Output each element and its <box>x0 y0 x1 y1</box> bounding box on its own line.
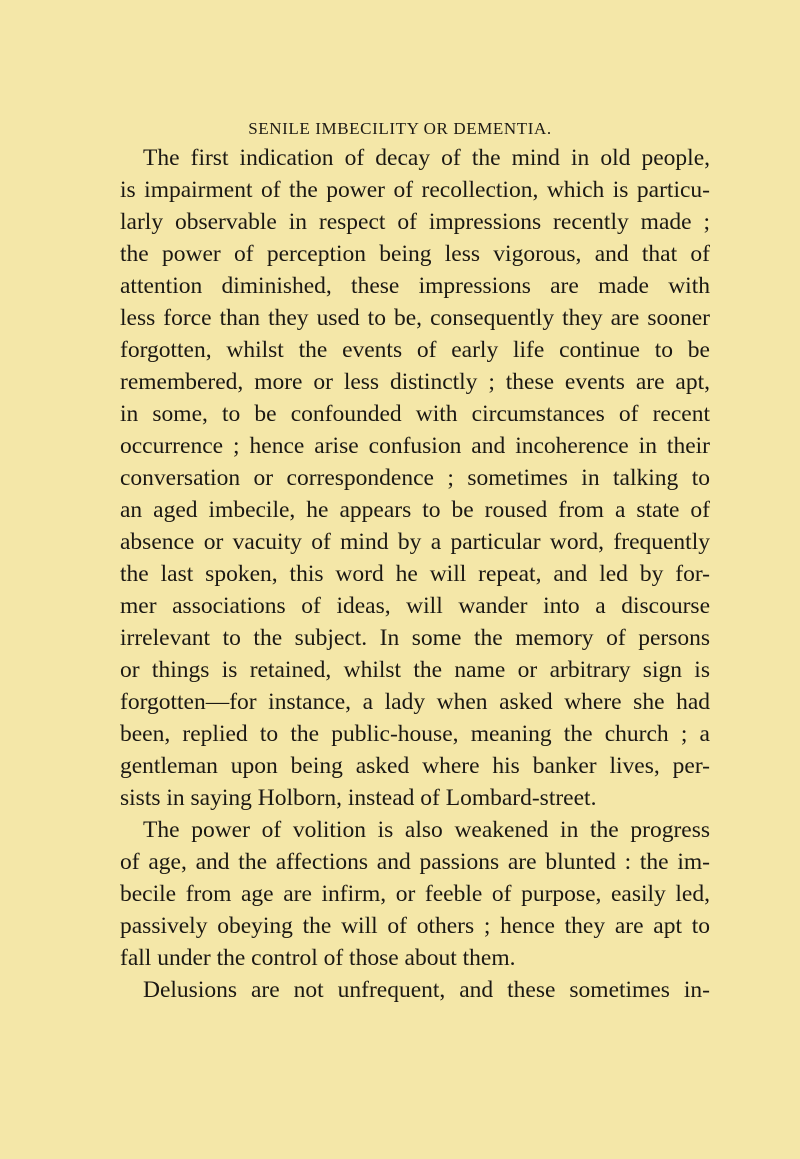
text-line: of age, and the affections and passions are blunted : the im- <box>120 849 710 875</box>
text-line: conversation or correspondence ; sometimes in talking to <box>120 465 710 491</box>
running-head: SENILE IMBECILITY OR DEMENTIA. <box>248 119 552 138</box>
text-line: Delusions are not unfrequent, and these sometimes in- <box>143 977 710 1003</box>
text-line: passively obeying the will of others ; hence they are apt to <box>120 913 710 939</box>
text-line: fall under the control of those about them. <box>120 945 516 971</box>
text-line: mer associations of ideas, will wander into a discourse <box>120 593 710 619</box>
text-line: or things is retained, whilst the name or arbitrary sign is <box>120 657 710 683</box>
text-line: The power of volition is also weakened in the progress <box>143 817 710 843</box>
text-line: absence or vacuity of mind by a particular word, frequently <box>120 529 710 555</box>
text-line: the power of perception being less vigorous, and that of <box>120 241 710 267</box>
text-line: forgotten—for instance, a lady when asked where she had <box>120 689 710 715</box>
text-line: irrelevant to the subject. In some the memory of persons <box>120 625 710 651</box>
text-line: attention diminished, these impressions are made with <box>120 273 710 299</box>
text-line: becile from age are infirm, or feeble of purpose, easily led, <box>120 881 710 907</box>
text-line: is impairment of the power of recollection, which is particu- <box>120 177 710 203</box>
text-line: gentleman upon being asked where his banker lives, per- <box>120 753 710 779</box>
text-line: the last spoken, this word he will repeat, and led by for- <box>120 561 710 587</box>
text-line: forgotten, whilst the events of early life continue to be <box>120 337 710 363</box>
text-line: an aged imbecile, he appears to be roused from a state of <box>120 497 710 523</box>
text-line: remembered, more or less distinctly ; these events are apt, <box>120 369 710 395</box>
text-line: been, replied to the public-house, meaning the church ; a <box>120 721 710 747</box>
text-line: occurrence ; hence arise confusion and incoherence in their <box>120 433 710 459</box>
text-line: The first indication of decay of the mind in old people, <box>143 145 710 171</box>
text-line: less force than they used to be, consequently they are sooner <box>120 305 710 331</box>
text-line: sists in saying Holborn, instead of Lombard-street. <box>120 785 597 811</box>
text-line: larly observable in respect of impressions recently made ; <box>120 209 710 235</box>
text-line: in some, to be confounded with circumstances of recent <box>120 401 710 427</box>
